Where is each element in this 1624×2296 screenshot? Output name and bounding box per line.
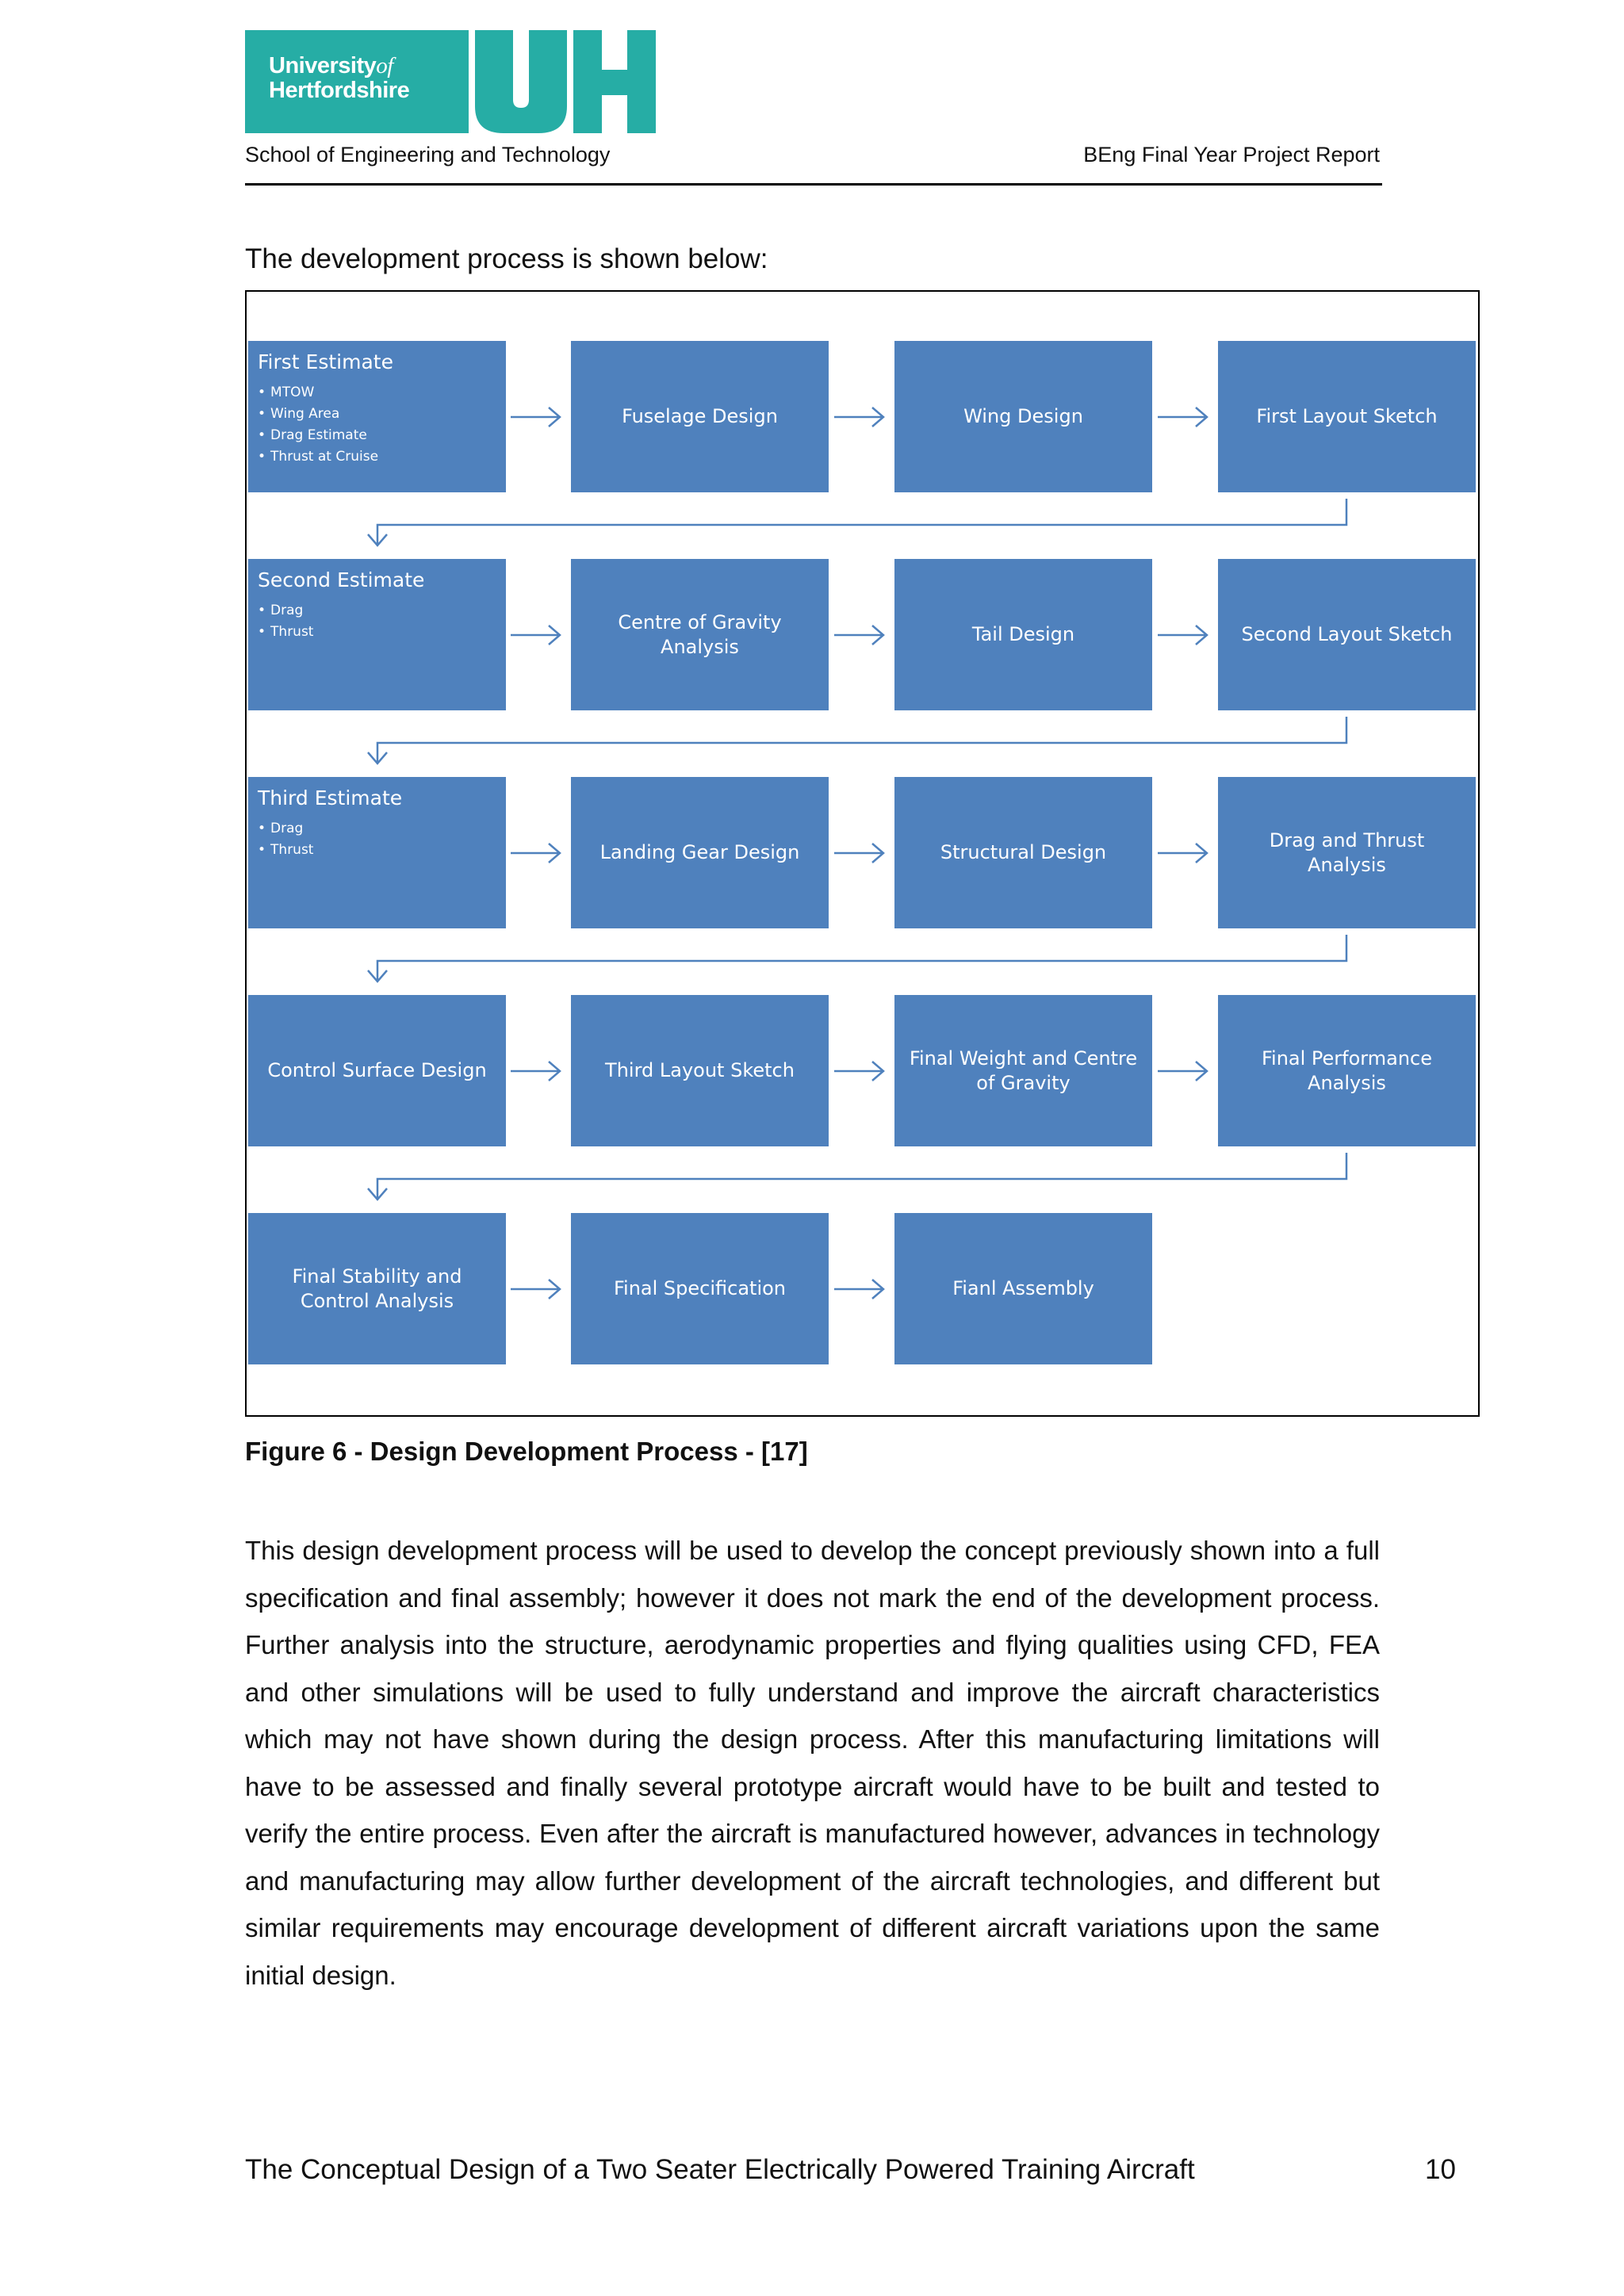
footer-title: The Conceptual Design of a Two Seater Electrically Powered Training Aircraft xyxy=(245,2154,1195,2185)
third-estimate-title: Third Estimate xyxy=(258,786,403,809)
page-number: 10 xyxy=(1425,2154,1456,2185)
intro-sentence: The development process is shown below: xyxy=(245,243,768,274)
tail-design-box: Tail Design xyxy=(894,559,1152,710)
list-item: • Thrust xyxy=(258,622,506,643)
arrow-r2-1 xyxy=(511,626,560,645)
final-specification-box: Final Specification xyxy=(571,1213,829,1364)
logo-word-university: University xyxy=(269,53,377,78)
list-item: • Drag Estimate xyxy=(258,425,506,446)
arrow-r4-3 xyxy=(1158,1062,1207,1081)
drag-thrust-analysis-box: Drag and Thrust Analysis xyxy=(1218,777,1476,928)
first-layout-sketch-box: First Layout Sketch xyxy=(1218,341,1476,492)
arrow-r3-3 xyxy=(1158,844,1207,863)
report-type: BEng Final Year Project Report xyxy=(1083,143,1380,166)
arrow-r3-2 xyxy=(834,844,883,863)
arrow-r1-3 xyxy=(1158,408,1207,427)
second-estimate-title: Second Estimate xyxy=(258,568,425,591)
third-layout-sketch-box: Third Layout Sketch xyxy=(571,995,829,1146)
final-performance-analysis-box: Final Performance Analysis xyxy=(1218,995,1476,1146)
final-assembly-box: Fianl Assembly xyxy=(894,1213,1152,1364)
arrow-r4-2 xyxy=(834,1062,883,1081)
final-stability-control-box: Final Stability and Control Analysis xyxy=(248,1213,506,1364)
list-item: • MTOW xyxy=(258,382,506,404)
return-arrow-3 xyxy=(368,935,1346,982)
figure-caption: Figure 6 - Design Development Process - [17] xyxy=(245,1437,808,1466)
arrow-r4-1 xyxy=(511,1062,560,1081)
logo-word-of: of xyxy=(376,53,393,78)
wing-design-box: Wing Design xyxy=(894,341,1152,492)
arrow-r1-1 xyxy=(511,408,560,427)
fuselage-design-box: Fuselage Design xyxy=(571,341,829,492)
second-estimate-box xyxy=(248,559,506,710)
landing-gear-design-box: Landing Gear Design xyxy=(571,777,829,928)
arrow-r1-2 xyxy=(834,408,883,427)
body-paragraph: This design development process will be used to develop the concept previously shown into a full specification and final assembly; however it does not mark the end of the development process. Further analysis into the structure, aerodynamic properties and flying qualities using CFD, FEA and other simulations will be used to fully understand and improve the aircraft characteristics which may not have shown during the design process. After this manufacturing limitations will have to be assessed and finally several prototype aircraft would have to be built and tested to verify the entire process. Even after the aircraft is manufactured however, advances in technology and manufacturing may allow further development of the aircraft technologies, and different but similar requirements may encourage development of different aircraft variations upon the same initial design. xyxy=(245,1536,1380,1990)
first-estimate-title: First Estimate xyxy=(258,350,393,373)
arrow-r5-1 xyxy=(511,1280,560,1299)
arrow-r3-1 xyxy=(511,844,560,863)
return-arrow-4 xyxy=(368,1153,1346,1200)
list-item: • Thrust xyxy=(258,840,506,861)
school-name: School of Engineering and Technology xyxy=(245,143,611,166)
logo-word-hertfordshire: Hertfordshire xyxy=(269,78,410,103)
arrow-r5-2 xyxy=(834,1280,883,1299)
first-estimate-box xyxy=(248,341,506,492)
first-estimate-list xyxy=(258,382,506,468)
cg-analysis-box: Centre of Gravity Analysis xyxy=(571,559,829,710)
arrow-r2-3 xyxy=(1158,626,1207,645)
third-estimate-box xyxy=(248,777,506,928)
structural-design-box: Structural Design xyxy=(894,777,1152,928)
second-estimate-list xyxy=(258,600,506,643)
list-item: • Thrust at Cruise xyxy=(258,446,506,468)
third-estimate-list xyxy=(258,818,506,861)
return-arrow-2 xyxy=(368,717,1346,763)
final-weight-cg-box: Final Weight and Centre of Gravity xyxy=(894,995,1152,1146)
return-arrow-1 xyxy=(368,499,1346,545)
control-surface-design-box: Control Surface Design xyxy=(248,995,506,1146)
arrow-r2-2 xyxy=(834,626,883,645)
second-layout-sketch-box: Second Layout Sketch xyxy=(1218,559,1476,710)
list-item: • Drag xyxy=(258,818,506,840)
list-item: • Drag xyxy=(258,600,506,622)
list-item: • Wing Area xyxy=(258,404,506,425)
